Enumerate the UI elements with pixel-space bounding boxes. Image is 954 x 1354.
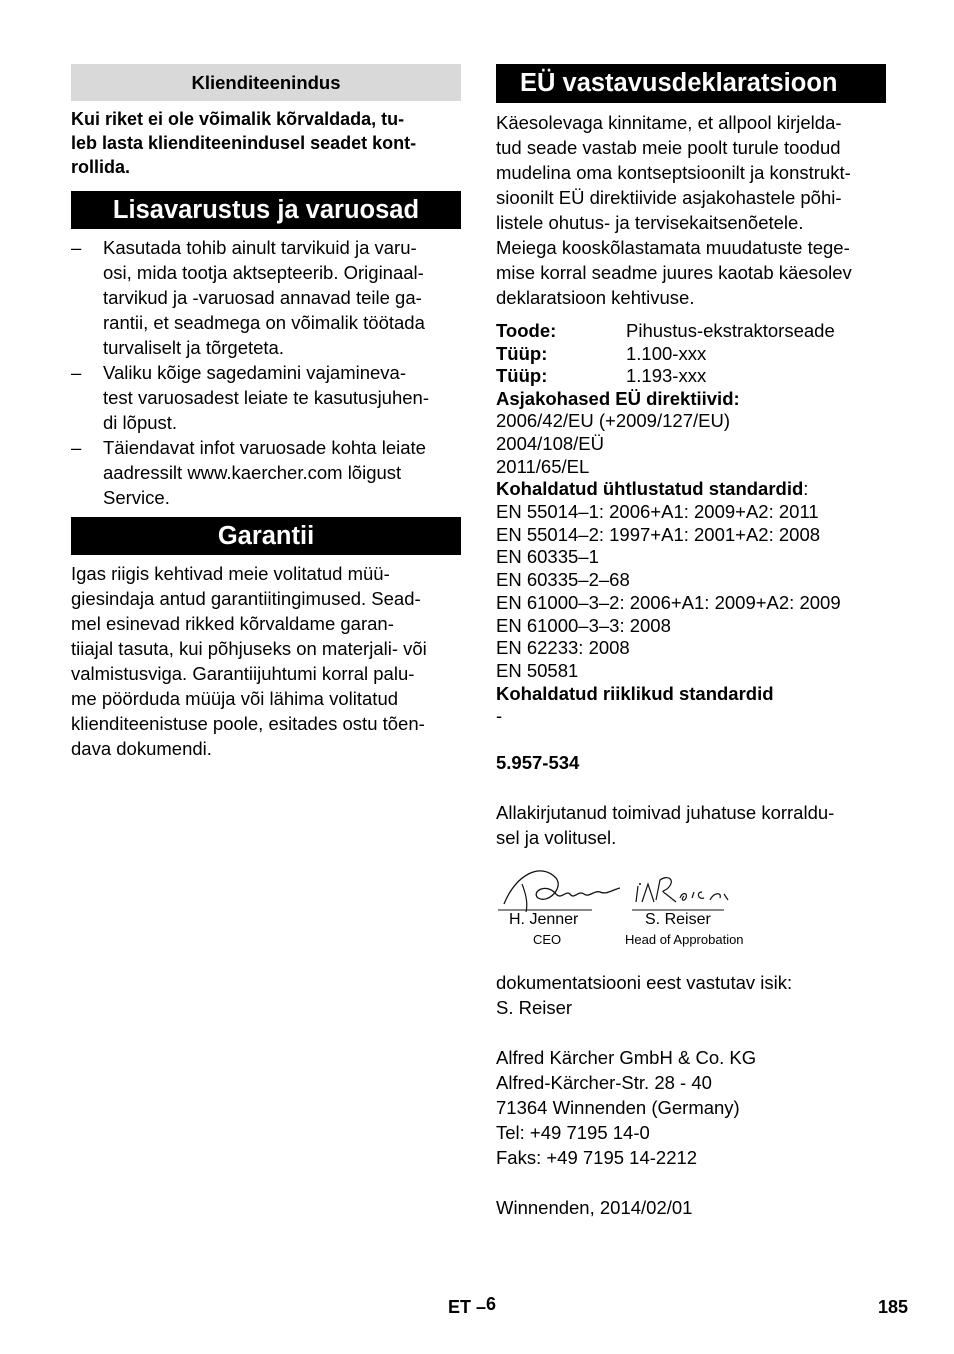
list-item [71, 435, 461, 510]
standard-item: EN 61000–3–2: 2006+A1: 2009+A2: 2009 [496, 591, 841, 613]
list-item [71, 235, 461, 360]
product-info [496, 320, 886, 388]
company-address: Alfred Kärcher GmbH & Co. KG Alfred-Kärcher-Str. 28 - 40 71364 Winnenden (Germany) Tel: +49 7195 14-0 Faks: +49 7195 14-2212 [496, 1046, 757, 1168]
standard-item: EN 62233: 2008 [496, 637, 630, 659]
type-row [496, 365, 886, 388]
signatures [496, 864, 886, 954]
footer-dash: – [476, 1297, 487, 1317]
responsible-person: dokumentatsiooni eest vastutav isik: S. Reiser [496, 971, 793, 1018]
standard-item: EN 55014–2: 1997+A1: 2001+A2: 2008 [496, 523, 821, 545]
page-number: 185 [878, 1297, 909, 1317]
document-number: 5.957-534 [496, 752, 580, 774]
standard-item: EN 55014–1: 2006+A1: 2009+A2: 2011 [496, 501, 819, 523]
type-label: Tüüp: [496, 365, 548, 386]
signatory-1-name: H. Jenner [509, 910, 579, 928]
harmonized-label-row [496, 478, 886, 501]
signatory-2-name: S. Reiser [645, 910, 711, 928]
list-item-text: Kasutada tohib ainult tarvikuid ja varu- osi, mida tootja aktsepteerib. Originaal- tarvikud ja -varuosad annavad teile ga- rantii, et seadmega on võimalik töötada turvaliselt ja tõrgeteta. [103, 237, 425, 358]
product-value: Pihustus-ekstraktorseade [626, 320, 835, 341]
standard-item: EN 61000–3–3: 2008 [496, 614, 671, 636]
product-label: Toode: [496, 320, 557, 341]
accessories-heading: Lisavarustus ja varuosad [71, 191, 461, 229]
left-column [71, 64, 461, 761]
type-value: 1.193-xxx [626, 365, 707, 386]
footer-lang: ET [448, 1297, 472, 1317]
place-date: Winnenden, 2014/02/01 [496, 1196, 693, 1218]
list-item [71, 360, 461, 435]
signed-text: Allakirjutanud toimivad juhatuse korraldu- sel ja volitusel. [496, 801, 835, 848]
signature-jenner [498, 871, 620, 912]
directives-label: Asjakohased EÜ direktiivid: [496, 387, 740, 409]
harmonized-label: Kohaldatud ühtlustatud standardid [496, 478, 804, 500]
type-row [496, 343, 886, 366]
service-heading: Klienditeenindus [71, 64, 461, 101]
product-row [496, 320, 886, 343]
signatory-1-role: CEO [533, 931, 562, 947]
service-text: Kui riket ei ole võimalik kõrvaldada, tu- leb lasta klienditeenindusel seadet kont- rollida. [71, 109, 417, 177]
harmonized-colon: : [803, 478, 809, 500]
standard-item: EN 60335–1 [496, 546, 599, 568]
signatory-2-role: Head of Approbation [625, 931, 744, 947]
warranty-text: Igas riigis kehtivad meie volitatud müü- giesindaja antud garantiitingimused. Sead- mel esinevad rikked kõrvaldame garan- tiiajal tasuta, kui põhjuseks on materjali- või valmistusviga. Garantiijuhtumi korral palu- me pöörduda müüja või lähima volitatud klienditeenistuse poole, esitades ostu tõen- dava dokumendi. [71, 563, 427, 759]
directive-item: 2011/65/EL [496, 455, 590, 477]
national-standards-value: - [496, 705, 503, 727]
dash-bullet: – [71, 437, 82, 458]
type-label: Tüüp: [496, 342, 548, 364]
type-value: 1.100-xxx [626, 342, 707, 364]
accessories-list [71, 235, 461, 510]
footer-section-page: 6 [486, 1294, 497, 1314]
right-column [496, 64, 886, 1220]
dash-bullet: – [71, 237, 82, 258]
directive-item: 2004/108/EÜ [496, 432, 605, 454]
standard-item: EN 60335–2–68 [496, 569, 630, 591]
warranty-heading: Garantii [71, 517, 461, 555]
footer-label [448, 1294, 497, 1318]
directive-item: 2006/42/EU (+2009/127/EU) [496, 410, 730, 432]
list-item-text: Valiku kõige sagedamini vajamineva- test varuosadest leiate te kasutusjuhen- di lõpust. [103, 362, 429, 433]
declaration-heading: EÜ vastavusdeklaratsioon [496, 64, 886, 103]
standard-item: EN 50581 [496, 659, 579, 681]
dash-bullet: – [71, 362, 82, 383]
national-standards-label: Kohaldatud riiklikud standardid [496, 682, 774, 704]
list-item-text: Täiendavat infot varuosade kohta leiate aadressilt www.kaercher.com lõigust Service. [103, 437, 426, 508]
declaration-intro: Käesolevaga kinnitame, et allpool kirjelda- tud seade vastab meie poolt turule toodud mudelina oma kontseptsioonilt ja konstrukt- sioonilt EÜ direktiivide asjakohastele põhi- listele ohutus- ja tervisekaitsenõetele. Meiega kooskõlastamata muudatuste tege- mise korral seadme juures kaotab käesolev deklaratsioon kehtivuse. [496, 112, 852, 308]
signature-reiser [632, 877, 728, 909]
